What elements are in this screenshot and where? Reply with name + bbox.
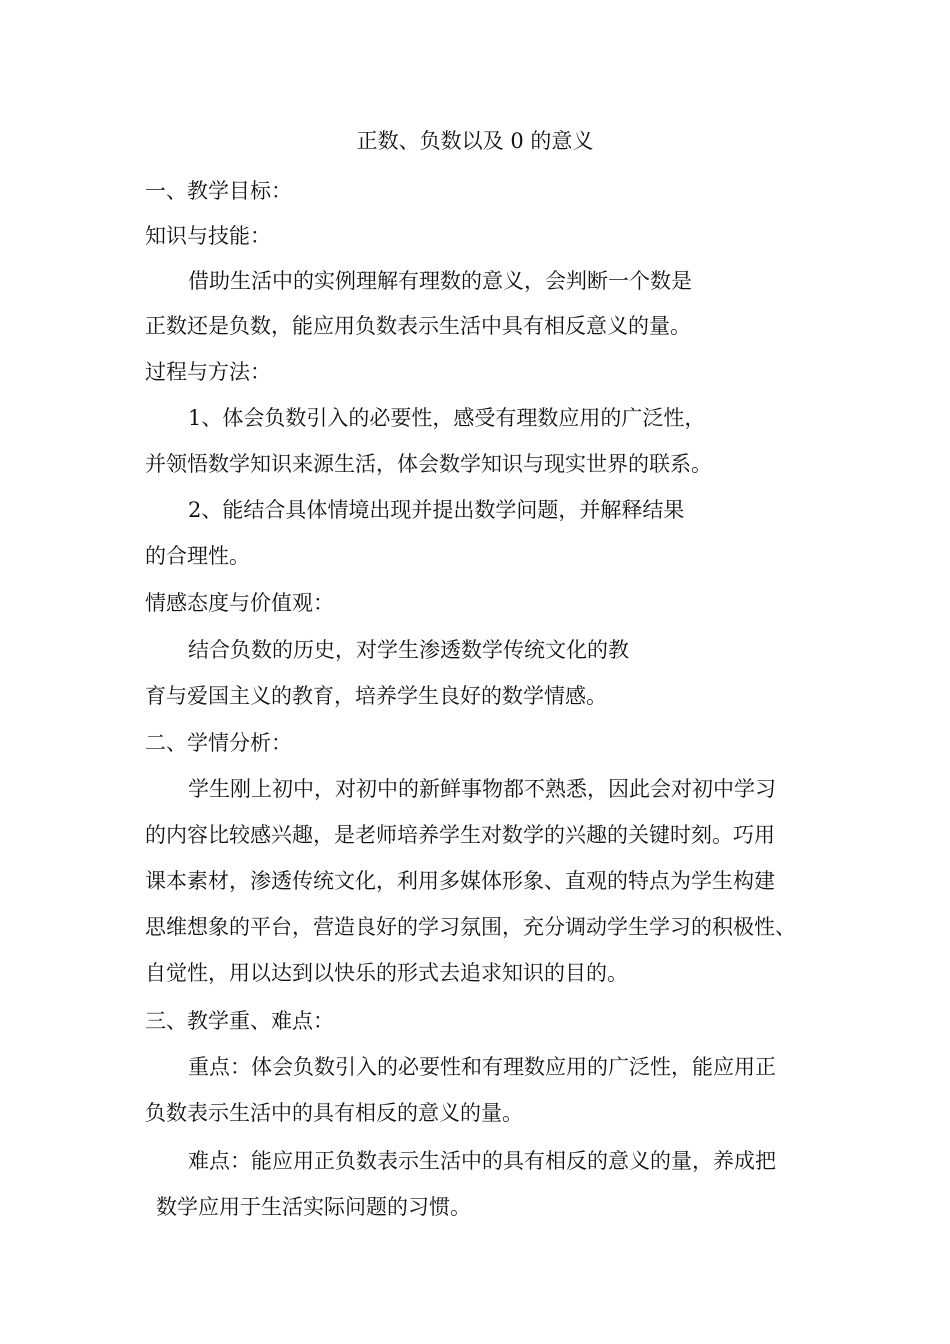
key-point-line: 重点：体会负数引入的必要性和有理数应用的广泛性，能应用正 — [188, 1055, 776, 1079]
analysis-paragraph-line: 思维想象的平台，营造良好的学习氛围，充分调动学生学习的积极性、 — [145, 915, 796, 939]
knowledge-paragraph-line: 借助生活中的实例理解有理数的意义，会判断一个数是 — [188, 269, 692, 293]
keypoints-heading: 三、教学重、难点： — [145, 1009, 334, 1033]
process-item-line: 1、体会负数引入的必要性，感受有理数应用的广泛性， — [188, 406, 706, 430]
document-title: 正数、负数以及 0 的意义 — [356, 129, 594, 153]
objectives-heading: 一、教学目标： — [145, 179, 292, 203]
analysis-paragraph-line: 自觉性，用以达到以快乐的形式去追求知识的目的。 — [145, 961, 628, 985]
emotion-heading: 情感态度与价值观： — [145, 591, 334, 615]
difficult-point-line: 数学应用于生活实际问题的习惯。 — [156, 1195, 471, 1219]
knowledge-paragraph-line: 正数还是负数，能应用负数表示生活中具有相反意义的量。 — [145, 314, 691, 338]
process-item-line: 并领悟数学知识来源生活，体会数学知识与现实世界的联系。 — [145, 452, 712, 476]
process-item-line: 2、能结合具体情境出现并提出数学问题，并解释结果 — [188, 498, 685, 522]
knowledge-heading: 知识与技能： — [145, 224, 271, 248]
difficult-point-line: 难点：能应用正负数表示生活中的具有相反的意义的量，养成把 — [188, 1149, 776, 1173]
key-point-line: 负数表示生活中的具有相反的意义的量。 — [145, 1101, 523, 1125]
analysis-heading: 二、学情分析： — [145, 731, 292, 755]
emotion-paragraph-line: 结合负数的历史，对学生渗透数学传统文化的教 — [188, 638, 629, 662]
process-item-line: 的合理性。 — [145, 544, 250, 568]
emotion-paragraph-line: 育与爱国主义的教育，培养学生良好的数学情感。 — [145, 684, 607, 708]
process-heading: 过程与方法： — [145, 360, 271, 384]
analysis-paragraph-line: 学生刚上初中，对初中的新鲜事物都不熟悉，因此会对初中学习 — [188, 777, 776, 801]
analysis-paragraph-line: 的内容比较感兴趣，是老师培养学生对数学的兴趣的关键时刻。巧用 — [145, 823, 775, 847]
analysis-paragraph-line: 课本素材，渗透传统文化，利用多媒体形象、直观的特点为学生构建 — [145, 869, 775, 893]
